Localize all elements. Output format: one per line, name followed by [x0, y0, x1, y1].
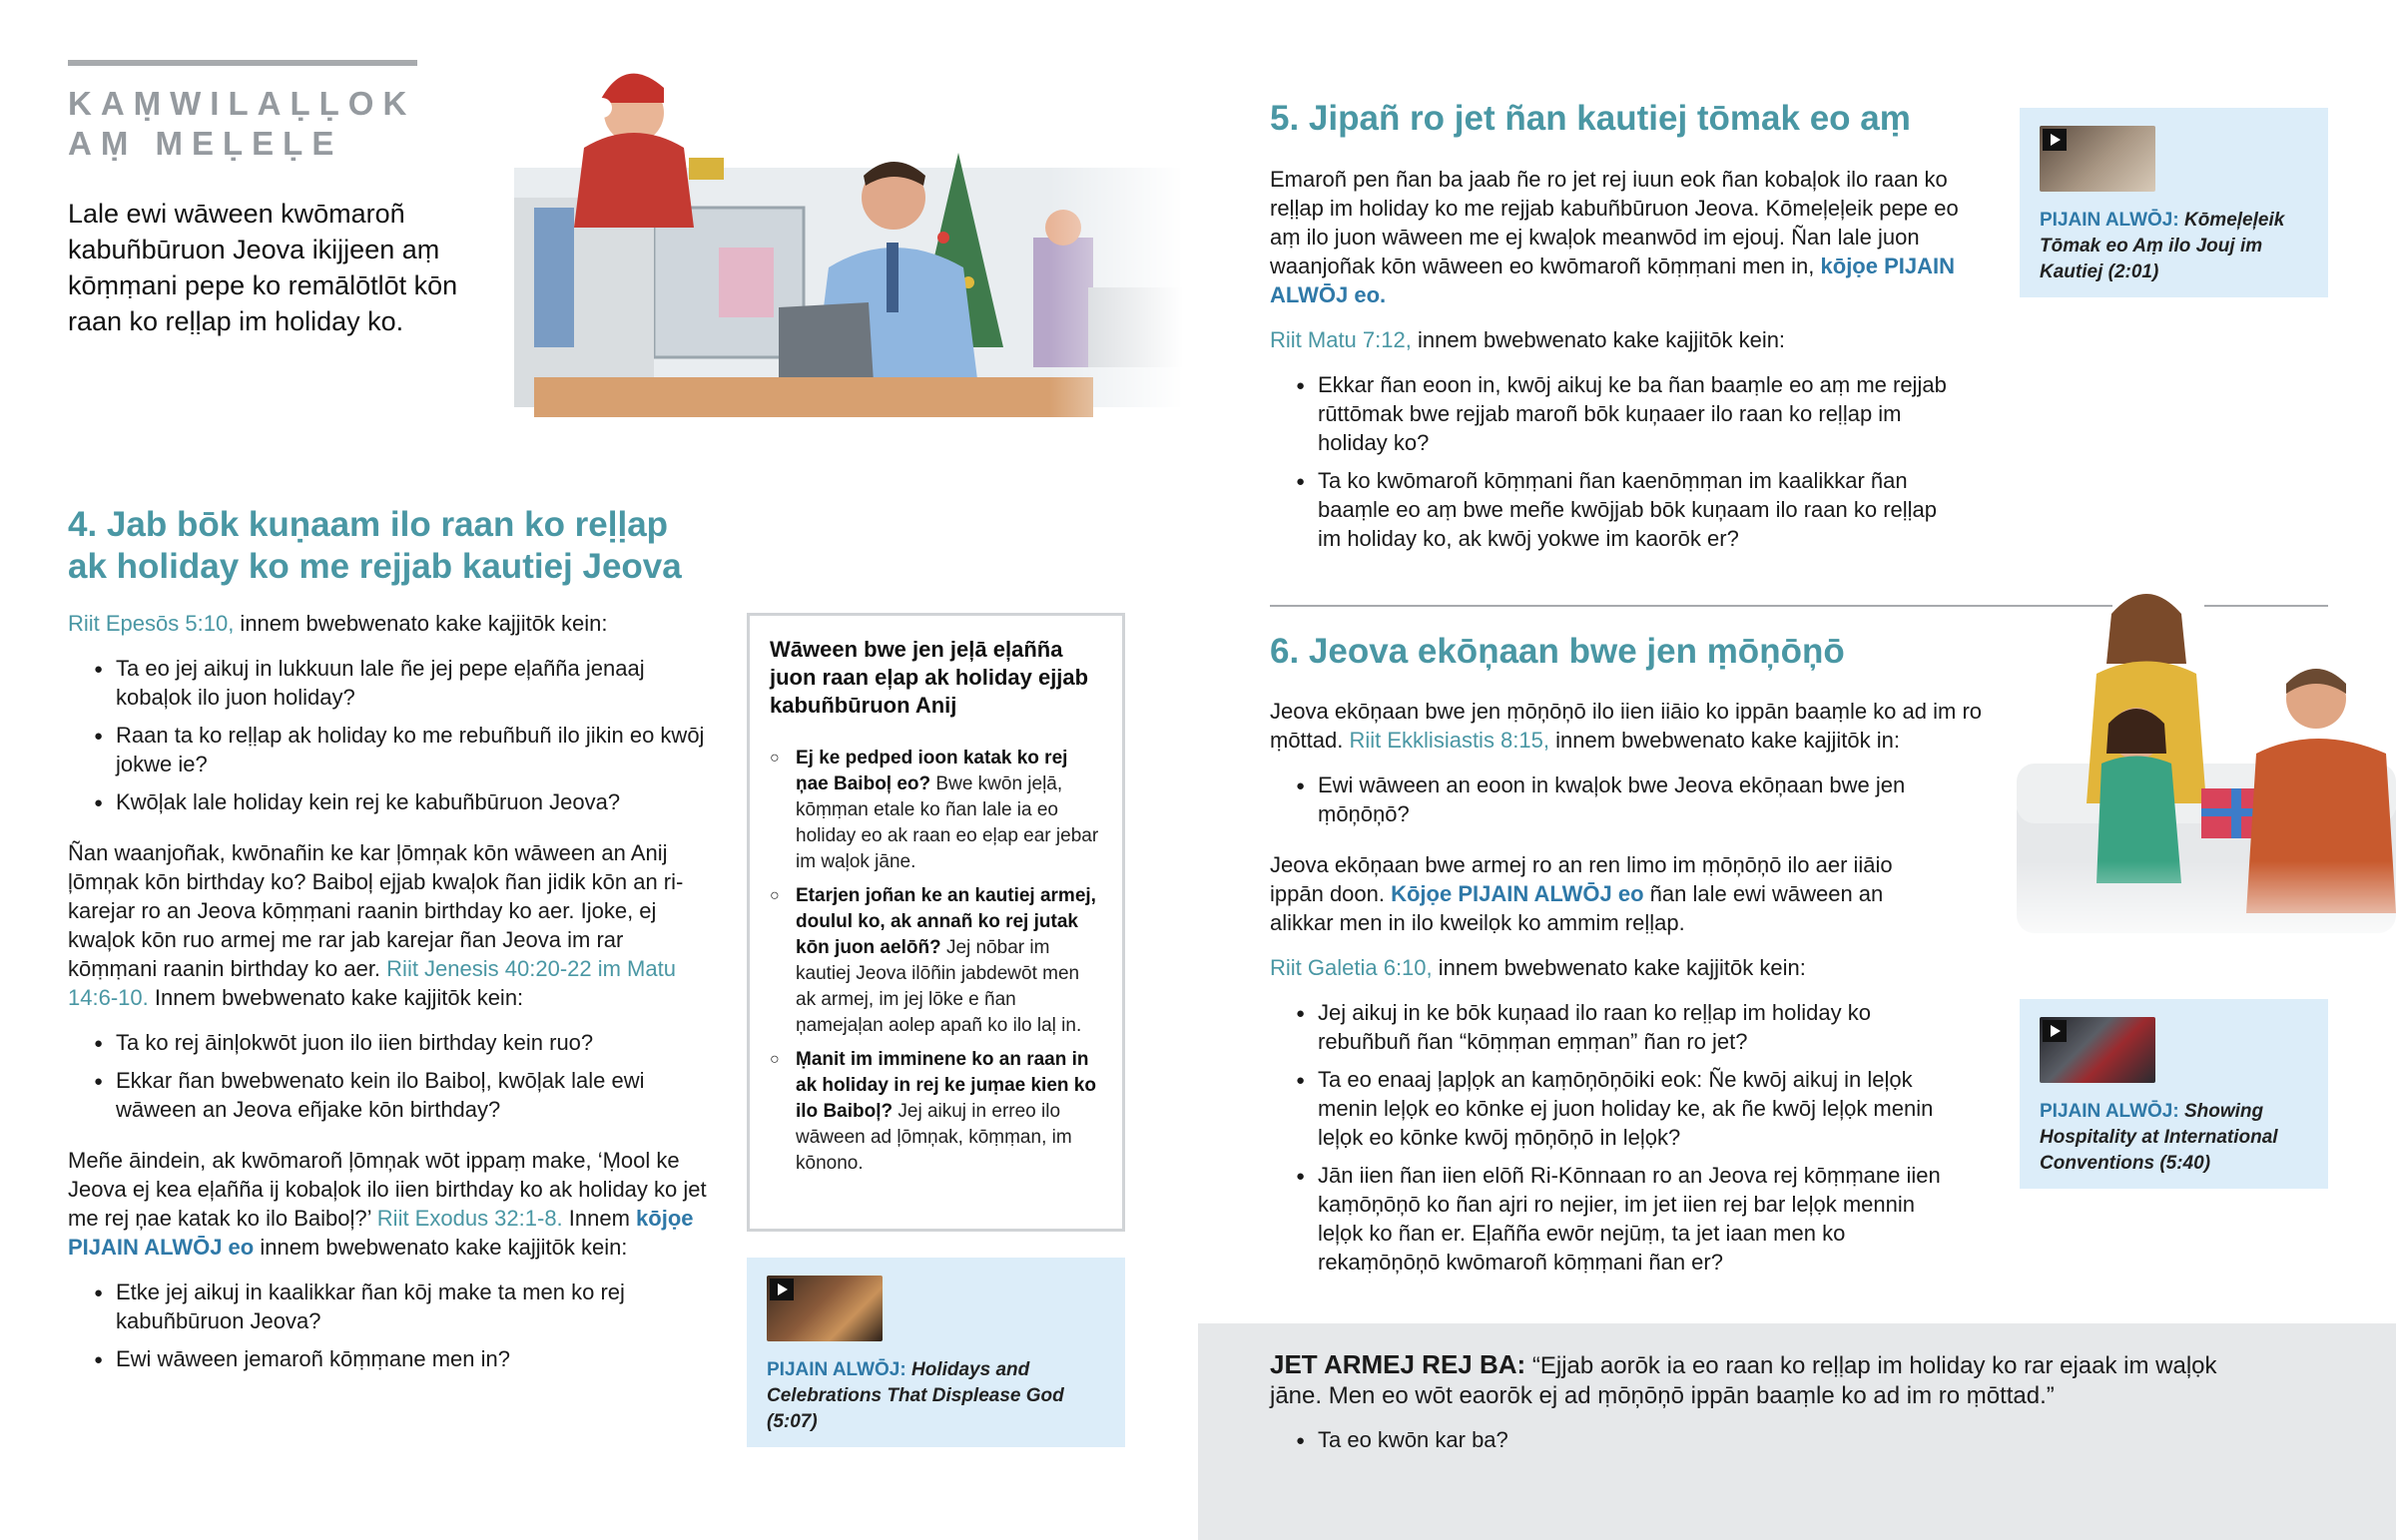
sidebar-title: Wāween bwe jen jeļā eļañña juon raan eļap ak holiday ejjab kabuñbūruon Anij [770, 637, 1089, 718]
para2-text-b: Innem bwebwenato kake kajjitōk kein: [148, 985, 524, 1010]
scripture-ref-exodus[interactable]: Riit Exodus 32:1-8. [376, 1206, 563, 1231]
scripture-ref-genesis[interactable]: Riit Jenesis 40:20-22 im Matu 14:6-10. [68, 956, 676, 1010]
list-item: ● Ewi wāween jemaroñ kōṃṃane men in? [68, 1344, 707, 1373]
video-key: PIJAIN ALWŌJ: [767, 1359, 906, 1380]
video-caption [2040, 1099, 2308, 1177]
section4-ref1-line [68, 609, 707, 638]
intro-text: Lale ewi wāween kwōmaroñ kabuñbūruon Jeova ikijjeen aṃ kōṃṃani pepe ko remālōtlōt kōn raan ko reḷḷap im holiday ko. [68, 199, 458, 336]
scripture-ref-matthew[interactable]: Riit Matu 7:12, [1270, 327, 1412, 352]
video-card-explain-faith[interactable] [2020, 108, 2328, 297]
list-item: ● Ta ko kwōmaroñ kōṃṃani ñan kaenōṃṃan im kaalikkar ñan baaṃle eo aṃ bwe meñe kwōjjab bōk kuņaam ilo raan ko reḷḷap im holiday ko, ak kwōj yokwe im kaorōk er? [1270, 466, 1959, 553]
ref1-after: innem bwebwenato kake kajjitōk kein: [234, 611, 608, 636]
video-thumbnail[interactable] [2040, 126, 2155, 192]
sidebar-list [770, 746, 1102, 1177]
section6-para2-a: Jeova ekōņaan bwe armej ro an ren limo im ṃōņōņō ilo aer iiāio ippān doon. [1270, 852, 1893, 906]
video-caption [2040, 208, 2308, 285]
list-item: ● Ta eo enaaj ļapļọk an kaṃōņōņōiki eok: Ñe kwōj aikuj in leļọk menin leļọk eo kōnke ej juon holiday ke, ak ñe kwōj leļọk menin leļọk eo kōnke kwōj ṃōņōņō in leļọk? [1270, 1065, 1949, 1152]
summary-quote: “Ejjab aorōk ia eo raan ko reḷḷap im holiday ko rar ejaak im waļọk jāne. Men eo wōt eaorōk ej ad ṃōņōņō ippān baaṃle ko ad im ro ṃōttad.” [1270, 1352, 2217, 1409]
section-divider [1270, 605, 2112, 607]
section6-body [1270, 697, 1989, 1298]
section6-ref-after: innem bwebwenato kake kajjitōk kein: [1432, 955, 1806, 980]
office-illustration [514, 58, 1183, 442]
list-item: ● Ta ko rej āinļokwōt juon ilo iien birthday kein ruo? [68, 1028, 707, 1057]
sidebar-item [770, 746, 1102, 875]
scripture-ref-ephesians[interactable]: Riit Epesōs 5:10, [68, 611, 235, 636]
section5-ref-after: innem bwebwenato kake kajjitōk kein: [1411, 327, 1786, 352]
section5-para1-text: Emaroñ pen ñan ba jaab ñe ro jet rej iuun eok ñan kobaļok ilo raan ko reḷḷap im holiday ko me rejjab kabuñbūruon Jeova. Kōmeļeļeik pepe eo aṃ ilo juon wāween me ej kwaļok meanwōd im ejouj. Ñan lale juon waanjoñak kōn wāween eo kwōmaroñ kōṃṃani men in, [1270, 167, 1959, 278]
section5-title: 5. Jipañ ro jet ñan kautiej tōmak eo aṃ [1270, 99, 1911, 138]
list-item: ● Ewi wāween an eoon in kwaļok bwe Jeova ekōņaan bwe jen ṃōņōņō? [1270, 770, 1909, 828]
section6-para2 [1270, 850, 1949, 937]
video-key: PIJAIN ALWŌJ: [2040, 210, 2179, 231]
list-item: ● Ekkar ñan bwebwenato kein ilo Baiboļ, kwōļak lale ewi wāween an Jeova eñjake kōn birthday? [68, 1066, 707, 1124]
video-link[interactable]: kōjọe PIJAIN ALWŌJ eo [68, 1206, 694, 1260]
video-card-holidays[interactable] [747, 1258, 1125, 1447]
section4-para3 [68, 1146, 707, 1262]
section-label-line2: AṂ MEḶEḶE [68, 125, 343, 162]
sidebar-item-heading: Ej ke pedped ioon katak ko rej ņae Baiboļ eo? [796, 748, 1068, 794]
sidebar-item [770, 883, 1102, 1039]
section4-questions1 [68, 654, 707, 816]
criteria-sidebar [747, 613, 1125, 1232]
video-card-hospitality[interactable] [2020, 999, 2328, 1189]
family-gift-image [2017, 584, 2396, 953]
sidebar-item-heading: Ṃanit im imminene ko an raan in ak holiday in rej ke juṃae kien ko ilo Baiboļ? [796, 1049, 1096, 1122]
list-item: ● Jān iien ñan iien elōñ Ri-Kōnnaan ro an Jeova rej kōṃṃane iien kaṃōņōņō ko ñan ajri ro nejier, im jet iien rej bar leļọk mennin leļọk ko ñan er. Eļañña ewōr nejūṃ, ta jet iaan men ko rekaṃōņōņō kwōmaroñ kōṃṃani ñan er? [1270, 1161, 1949, 1277]
sidebar-item [770, 1047, 1102, 1177]
summary-text [1270, 1349, 2268, 1411]
video-key: PIJAIN ALWŌJ: [2040, 1101, 2179, 1122]
list-item: ● Etke jej aikuj in kaalikkar ñan kōj make ta men ko rej kabuñbūruon Jeova? [68, 1278, 707, 1335]
play-icon[interactable] [770, 1279, 794, 1300]
section4-questions3 [68, 1278, 707, 1373]
video-thumbnail[interactable] [2040, 1017, 2155, 1083]
section-label [68, 84, 415, 164]
video-title: Showing Hospitality at International Conventions (5:40) [2040, 1101, 2278, 1174]
para3-text-b: Innem [562, 1206, 637, 1231]
section5-body [1270, 165, 1959, 575]
summary-question [1270, 1425, 1969, 1476]
para3-text-c: innem bwebwenato kake kajjitōk kein: [254, 1235, 628, 1260]
sidebar-item-heading: Etarjen joñan ke an kautiej armej, doulul ko, ak annañ ko rej jutak kōn juon aelōñ? [796, 885, 1096, 958]
section6-para2-b: ñan lale ewi wāween an alikkar men in ilo kweilọk ko ammim reḷḷap. [1270, 881, 1884, 935]
top-rule [68, 60, 417, 66]
video-thumbnail[interactable] [767, 1276, 883, 1341]
summary-label: JET ARMEJ REJ BA: [1270, 1349, 1526, 1379]
video-caption [767, 1357, 1105, 1435]
section6-ref-line [1270, 953, 1989, 982]
para3-text-a: Meñe āindein, ak kwōmaroñ ļōmņak wōt ippaṃ make, ‘Ṃool ke Jeova ej kea eļañña ij kobaļok ilo iien birthday ko ak holiday ko jet me rej ņae katak ko ilo Baiboļ?’ [68, 1148, 707, 1231]
list-item: ● Ekkar ñan eoon in, kwōj aikuj ke ba ñan baaṃle eo aṃ me rejjab rūttōmak bwe rejjab maroñ bōk kuņaaer ilo raan ko reḷḷap im holiday ko? [1270, 370, 1959, 457]
list-item: ● Jej aikuj in ke bōk kuņaad ilo raan ko reḷḷap im holiday ko rebuñbuñ ñan “kōṃṃan eṃṃan” ñan ro jet? [1270, 998, 1949, 1056]
play-icon[interactable] [2043, 129, 2067, 151]
section6-questions2 [1270, 998, 1949, 1277]
section4-body [68, 609, 707, 1395]
section5-ref-line [1270, 325, 1959, 354]
family-illustration [2017, 584, 2396, 953]
video-link[interactable]: kōjọe PIJAIN ALWŌJ eo. [1270, 254, 1955, 307]
section6-para1 [1270, 697, 1989, 755]
section-label-line1: KAṂWILAḶḶOK [68, 85, 416, 122]
section6-title: 6. Jeova ekōņaan bwe jen ṃōņōņō [1270, 632, 1845, 671]
video-title: Kōmeļeļeik Tōmak eo Aṃ ilo Jouj im Kautiej (2:01) [2040, 210, 2285, 282]
section4-title [68, 504, 687, 588]
section4-para2 [68, 838, 707, 1012]
section6-questions1 [1270, 770, 1909, 828]
play-icon[interactable] [2043, 1020, 2067, 1042]
section6-para1-b: innem bwebwenato kake kajjitōk in: [1549, 728, 1900, 753]
scripture-ref-galatians[interactable]: Riit Galetia 6:10, [1270, 955, 1433, 980]
video-link[interactable]: Kōjọe PIJAIN ALWŌJ eo [1391, 881, 1644, 906]
sidebar-item-text: Jej nōbar im kautiej Jeova ilōñin jabdewōt men ak armej, im jej lōke e ñan ņamejaļan aolep apañ ko ilo laļ in. [796, 937, 1082, 1036]
section6-para1-a: Jeova ekōņaan bwe jen ṃōņōņō ilo iien iiāio ko ippān baaṃle ko ad im ro ṃōttad. [1270, 699, 1983, 753]
section4-title-line1: 4. Jab bōk kuṇaam ilo raan ko reḷḷap [68, 505, 669, 544]
section5-questions [1270, 370, 1959, 553]
section4-questions2 [68, 1028, 707, 1124]
section4-title-line2: ak holiday ko me rejjab kautiej Jeova [68, 547, 682, 586]
list-item: ● Raan ta ko reḷḷap ak holiday ko me rebuñbuñ ilo jikin eo kwōj jokwe ie? [68, 721, 707, 778]
list-item: ● Kwōļak lale holiday kein rej ke kabuñbūruon Jeova? [68, 787, 707, 816]
list-item: ● Ta eo jej aikuj in lukkuun lale ñe jej pepe eļañña jenaaj kobaļok ilo juon holiday? [68, 654, 707, 712]
office-scene-image [514, 58, 1183, 442]
para2-text-a: Ñan waanjoñak, kwōnañin ke kar ļōmņak kōn wāween an Anij ļōmņak kōn birthday ko? Baiboļ ejjab kwaļok ñan jidik kōn an ri-karejar ro an Jeova kōṃṃani raanin birthday ko aer. Ijoke, ej kwaļok kōn ruo armej me rar jab karejar ñan Jeova im rar kōṃṃani raanin birthday ko aer. [68, 840, 684, 981]
list-item: ● Ta eo kwōn kar ba? [1270, 1425, 1969, 1454]
sidebar-item-text: Jej aikuj in erreo ilo wāween ad ļōmņak, kōṃṃan, im kōnono. [796, 1101, 1072, 1174]
section5-para1 [1270, 165, 1959, 309]
video-title: Holidays and Celebrations That Displease God (5:07) [767, 1359, 1064, 1432]
scripture-ref-ecclesiastes[interactable]: Riit Ekklisiastis 8:15, [1349, 728, 1549, 753]
sidebar-item-text: Bwe kwōn jeļā, kōṃṃan etale ko ñan lale ia eo holiday eo ak raan eo eļap ear jebar im waļok jāne. [796, 773, 1099, 872]
